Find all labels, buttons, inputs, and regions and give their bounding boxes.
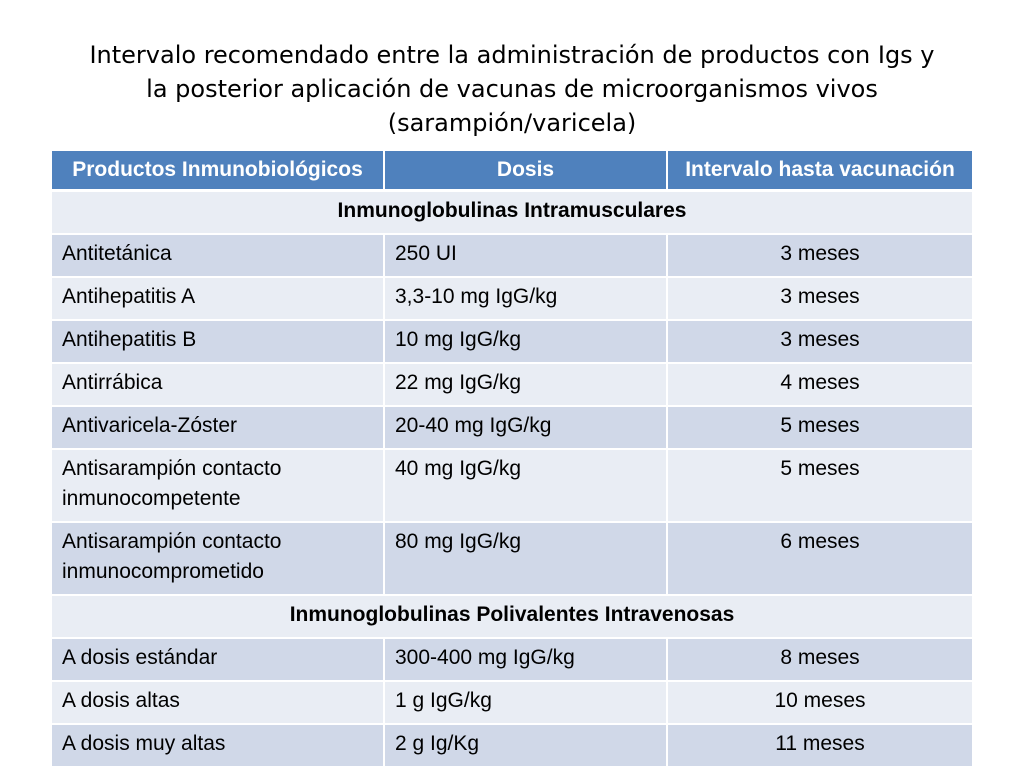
section-label: Inmunoglobulinas Intramusculares	[52, 191, 972, 235]
product-cell: Antisarampión contacto inmunocompetente	[52, 449, 384, 522]
dose-cell: 300-400 mg IgG/kg	[384, 638, 667, 681]
product-cell: Antivaricela-Zóster	[52, 406, 384, 449]
slide-title	[40, 38, 984, 140]
table-row	[52, 638, 972, 681]
dose-cell: 80 mg IgG/kg	[384, 522, 667, 595]
column-header-products: Productos Inmunobiológicos	[52, 151, 384, 191]
table-row	[52, 277, 972, 320]
interval-cell: 3 meses	[667, 234, 972, 277]
dose-cell: 1 g IgG/kg	[384, 681, 667, 724]
section-row-intramuscular	[52, 191, 972, 235]
interval-cell: 3 meses	[667, 277, 972, 320]
section-label: Inmunoglobulinas Polivalentes Intravenosas	[52, 595, 972, 638]
table-row	[52, 406, 972, 449]
title-line-3: (sarampión/varicela)	[387, 109, 637, 137]
title-line-2: la posterior aplicación de vacunas de microorganismos vivos	[146, 75, 878, 103]
title-line-1: Intervalo recomendado entre la administración de productos con Igs y	[89, 41, 935, 69]
table-row	[52, 449, 972, 522]
interval-cell: 3 meses	[667, 320, 972, 363]
interval-cell: 11 meses	[667, 724, 972, 766]
product-cell: Antihepatitis A	[52, 277, 384, 320]
dose-cell: 3,3-10 mg IgG/kg	[384, 277, 667, 320]
interval-cell: 5 meses	[667, 449, 972, 522]
table-row	[52, 724, 972, 766]
interval-cell: 4 meses	[667, 363, 972, 406]
product-cell: Antihepatitis B	[52, 320, 384, 363]
table-header-row	[52, 151, 972, 191]
dose-cell: 2 g Ig/Kg	[384, 724, 667, 766]
column-header-interval: Intervalo hasta vacunación	[667, 151, 972, 191]
dose-cell: 250 UI	[384, 234, 667, 277]
section-row-intravenous	[52, 595, 972, 638]
table-row	[52, 320, 972, 363]
dose-cell: 20-40 mg IgG/kg	[384, 406, 667, 449]
table-row	[52, 522, 972, 595]
immunoglobulin-interval-table	[52, 151, 972, 766]
interval-cell: 5 meses	[667, 406, 972, 449]
dose-cell: 10 mg IgG/kg	[384, 320, 667, 363]
dose-cell: 22 mg IgG/kg	[384, 363, 667, 406]
interval-cell: 10 meses	[667, 681, 972, 724]
product-cell: Antisarampión contacto inmunocomprometido	[52, 522, 384, 595]
product-cell: A dosis altas	[52, 681, 384, 724]
table-row	[52, 234, 972, 277]
product-cell: A dosis muy altas	[52, 724, 384, 766]
dose-cell: 40 mg IgG/kg	[384, 449, 667, 522]
table-row	[52, 363, 972, 406]
column-header-dose: Dosis	[384, 151, 667, 191]
interval-cell: 8 meses	[667, 638, 972, 681]
interval-cell: 6 meses	[667, 522, 972, 595]
product-cell: A dosis estándar	[52, 638, 384, 681]
table-row	[52, 681, 972, 724]
product-cell: Antitetánica	[52, 234, 384, 277]
product-cell: Antirrábica	[52, 363, 384, 406]
